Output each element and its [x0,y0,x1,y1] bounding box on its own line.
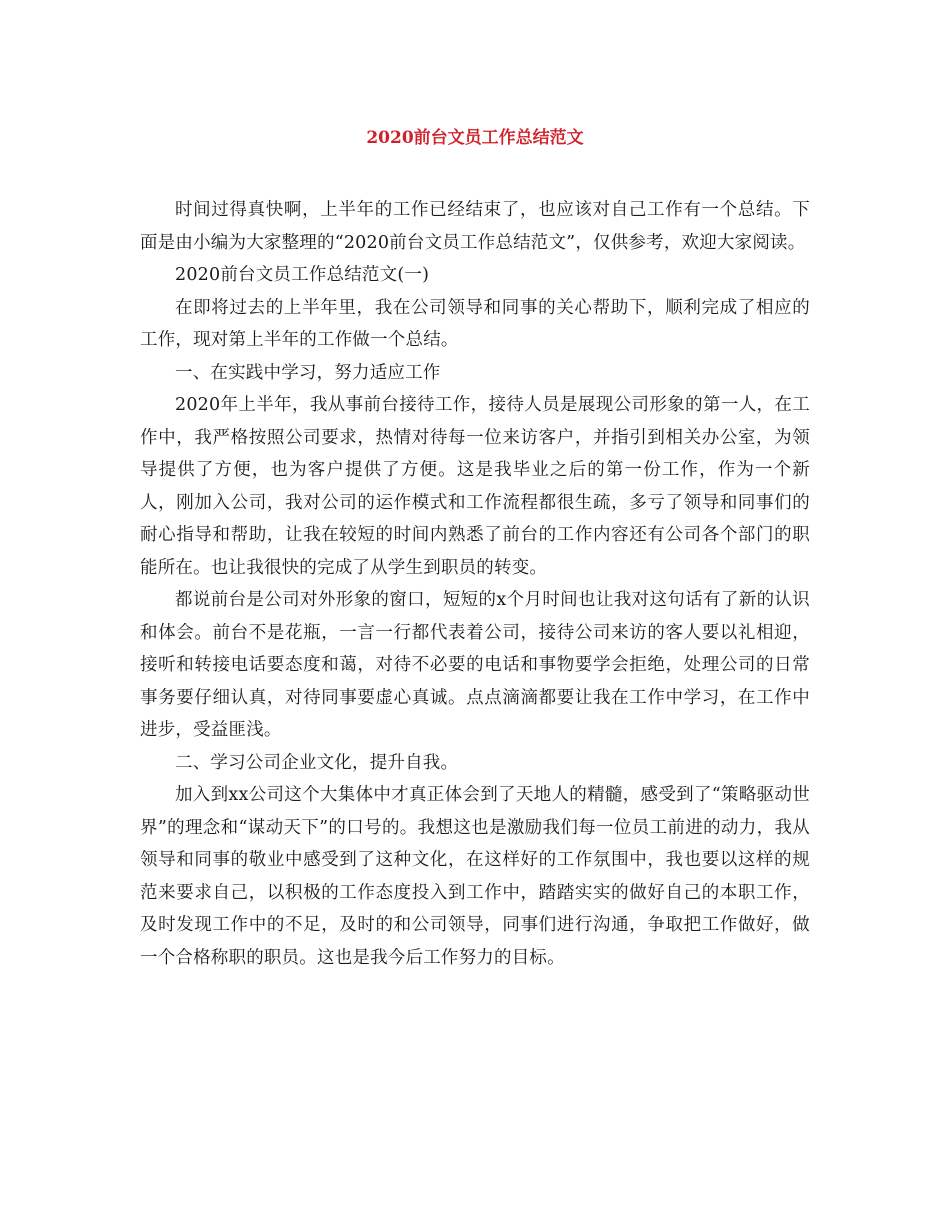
paragraph-front-desk-window: 都说前台是公司对外形象的窗口，短短的x个月时间也让我对这句话有了新的认识和体会。前台不是花瓶，一言一行都代表着公司，接待公司来访的客人要以礼相迎，接听和转接电话要态度和蔼，对待不必要的电话和事物要学会拒绝，处理公司的日常事务要仔细认真，对待同事要虚心真诚。点点滴滴都要让我在工作中学习，在工作中进步，受益匪浅。 [140,590,810,740]
paragraph-intro: 时间过得真快啊，上半年的工作已经结束了，也应该对自己工作有一个总结。下面是由小编为大家整理的“2020前台文员工作总结范文”，仅供参考，欢迎大家阅读。 [140,200,810,253]
document-title: 2020前台文员工作总结范文 [366,128,584,148]
paragraph-section-two-body: 加入到xx公司这个大集体中才真正体会到了天地人的精髓，感受到了“策略驱动世界”的理念和“谋动天下”的口号的。我想这也是激励我们每一位员工前进的动力，我从领导和同事的敬业中感受到了这种文化，在这样好的工作氛围中，我也要以这样的规范来要求自己，以积极的工作态度投入到工作中，踏踏实实的做好自己的本职工作，及时发现工作中的不足，及时的和公司领导，同事们进行沟通，争取把工作做好，做一个合格称职的职员。这也是我今后工作努力的目标。 [140,785,810,968]
paragraph-section-two-heading: 二、学习公司企业文化，提升自我。 [175,752,459,773]
paragraph-opening: 在即将过去的上半年里，我在公司领导和同事的关心帮助下，顺利完成了相应的工作，现对第上半年的工作做一个总结。 [140,297,810,350]
paragraph-section-one-heading: 一、在实践中学习，努力适应工作 [175,362,441,383]
paragraph-section-one-body: 2020年上半年，我从事前台接待工作，接待人员是展现公司形象的第一人，在工作中，我严格按照公司要求，热情对待每一位来访客户，并指引到相关办公室，为领导提供了方便，也为客户提供了方便。这是我毕业之后的第一份工作，作为一个新人，刚加入公司，我对公司的运作模式和工作流程都很生疏，多亏了领导和同事们的耐心指导和帮助，让我在较短的时间内熟悉了前台的工作内容还有公司各个部门的职能所在。也让我很快的完成了从学生到职员的转变。 [140,395,810,578]
document-body [140,194,810,974]
paragraph-heading-part-one: 2020前台文员工作总结范文(一) [175,265,430,285]
